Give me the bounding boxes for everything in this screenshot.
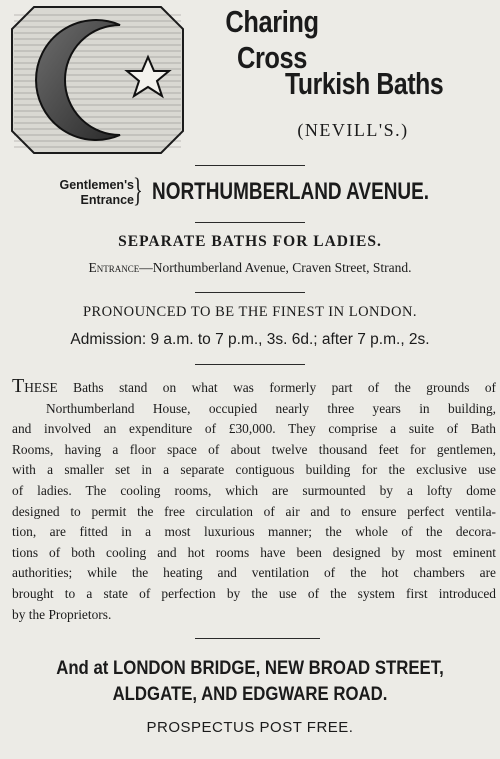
line-text: HESE Baths stand on what was formerly part of the grounds of bbox=[24, 380, 496, 395]
description-line: with a smaller set in a separate contiguous building for the exclusive use bbox=[12, 462, 496, 478]
gentlemens-address: NORTHUMBERLAND AVENUE. bbox=[152, 178, 430, 205]
proprietor-name: (NEVILL'S.) bbox=[297, 120, 409, 140]
ladies-entrance bbox=[0, 260, 500, 276]
description-line: of ladies. The cooling rooms, which are surmounted by a lofty dome bbox=[12, 482, 496, 498]
prospectus-note: PROSPECTUS POST FREE. bbox=[146, 719, 354, 736]
divider bbox=[195, 638, 320, 639]
description-line: authorities; while the heating and ventilation of the hot chambers are bbox=[12, 565, 496, 581]
gentlemens-entrance-label bbox=[24, 178, 134, 208]
branch-line-1: And at LONDON BRIDGE, NEW BROAD STREET, bbox=[56, 657, 444, 679]
divider bbox=[195, 222, 305, 223]
finest-claim: PRONOUNCED TO BE THE FINEST IN LONDON. bbox=[82, 304, 418, 320]
description-line: designed to permit the free circulation of air and to ensure perfect ventila- bbox=[12, 503, 496, 519]
divider bbox=[195, 165, 305, 166]
branch-locations bbox=[35, 655, 465, 707]
title-line-1: Charing Cross bbox=[225, 4, 319, 75]
entrance-label: Entrance bbox=[88, 260, 140, 275]
description-line bbox=[12, 375, 496, 399]
ladies-heading: SEPARATE BATHS FOR LADIES. bbox=[118, 233, 382, 250]
entrance-address: —Northumberland Avenue, Craven Street, Strand. bbox=[139, 260, 412, 275]
description-line: and involved an expenditure of £30,000. They comprise a suite of Bath bbox=[12, 421, 496, 437]
branch-line-2: ALDGATE, AND EDGWARE ROAD. bbox=[112, 683, 388, 705]
description-line: tion, are fitted in a most luxurious manner; the whole of the decora- bbox=[12, 524, 496, 540]
dropcap: T bbox=[12, 375, 25, 397]
description-line: by the Proprietors. bbox=[12, 606, 112, 622]
title-line-2: Turkish Baths bbox=[285, 66, 444, 101]
admission-times: Admission: 9 a.m. to 7 p.m., 3s. 6d.; after 7 p.m., 2s. bbox=[70, 331, 430, 348]
brace: } bbox=[133, 172, 143, 209]
description-line: tions of both cooling and hot rooms have been designed by most eminent bbox=[12, 544, 496, 560]
description-paragraph bbox=[12, 375, 496, 625]
divider bbox=[195, 292, 305, 293]
description-line: brought to a state of perfection by the use of the system first introduced bbox=[12, 585, 496, 601]
divider bbox=[195, 364, 305, 365]
description-line: Rooms, having a floor space of about twelve thousand feet for gentlemen, bbox=[12, 441, 496, 457]
label-line-1: Gentlemen's bbox=[59, 178, 134, 192]
description-line: Northumberland House, occupied nearly three years in building, bbox=[46, 400, 496, 416]
crescent-and-star-icon bbox=[10, 5, 185, 155]
label-line-2: Entrance bbox=[80, 193, 134, 207]
